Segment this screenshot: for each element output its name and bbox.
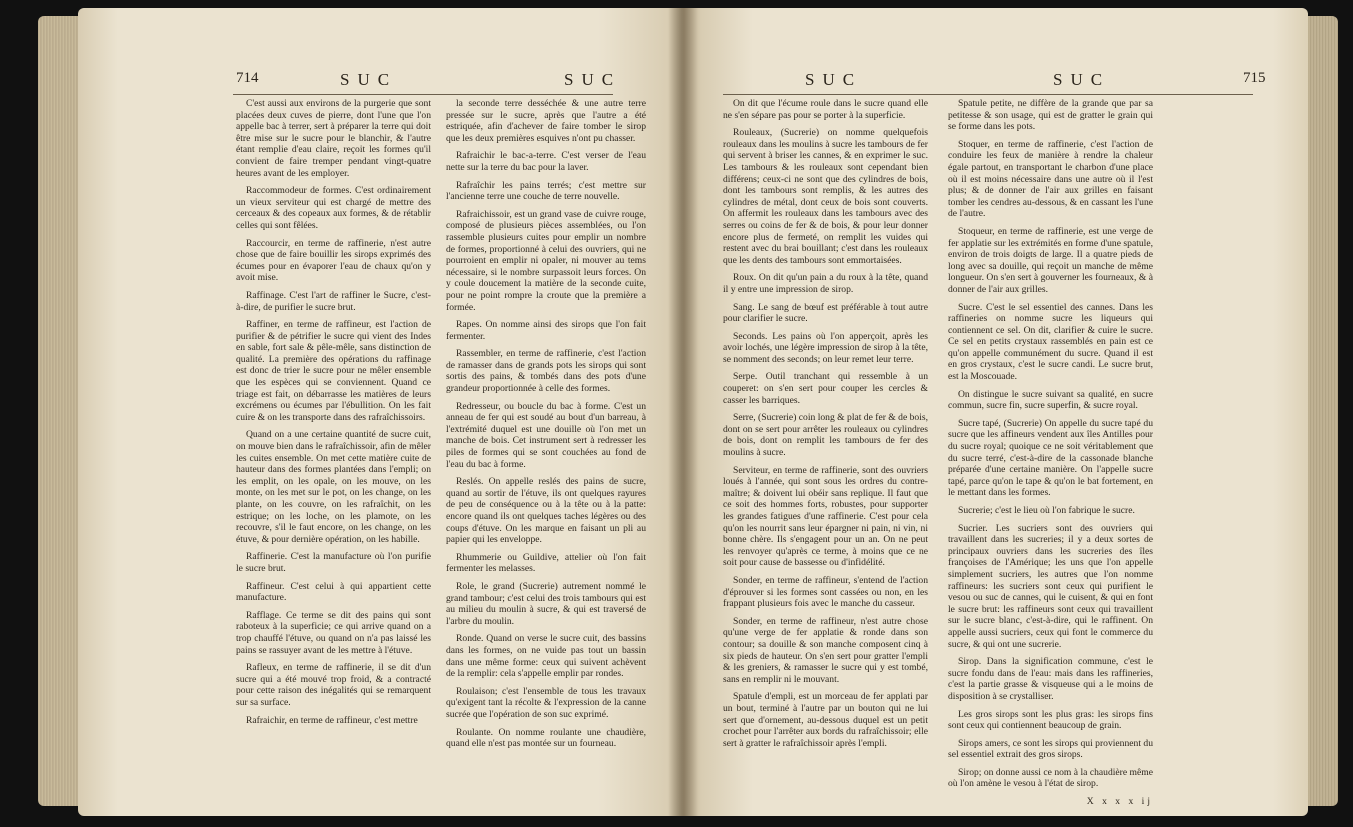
page-edges-right	[1306, 16, 1338, 806]
signature-mark: X x x x ij	[1086, 796, 1153, 808]
dictionary-entry: Sirops amers, ce sont les sirops qui proviennent du sel essentiel extrait des gros sirops.	[948, 737, 1153, 761]
dictionary-entry: Ronde. Quand on verse le sucre cuit, des bassins dans les formes, on ne vuide pas tout un bassin dans une même forme: ceux qui suivent achèvent de la remplir: cela s'appelle emplir par rondes.	[446, 633, 646, 680]
running-head-left	[78, 70, 683, 92]
dictionary-entry: Sang. Le sang de bœuf est préférable à tout autre pour clarifier le sucre.	[723, 301, 928, 325]
dictionary-entry: Seconds. Les pains où l'on apperçoit, après les avoir lochés, une légère impression de sirop à la tête, se nomment des seconds; on leur remet leur terre.	[723, 330, 928, 365]
page-number: 714	[236, 70, 259, 86]
dictionary-entry: Stoqueur, en terme de raffinerie, est une verge de fer applatie sur les extrémités en forme d'une spatule, environ de trois doigts de large. Il a quatre pieds de long avec sa douille, qui reçoit un manche de même longueur. On s'en sert à gouverner les fourneaux, & à donner de l'air aux grilles.	[948, 225, 1153, 295]
left-column-2	[446, 98, 646, 756]
dictionary-entry: la seconde terre desséchée & une autre terre pressée sur le sucre, après que l'autre a été estriquée, afin d'achever de faire tomber le sirop que les deux premières esquives n'ont pu chasser.	[446, 98, 646, 144]
dictionary-entry: Sirop; on donne aussi ce nom à la chaudière même où l'on amène le vesou à l'état de sirop.	[948, 766, 1153, 790]
dictionary-entry: Stoquer, en terme de raffinerie, c'est l'action de conduire les feux de manière à rendre la chaleur égale partout, en transportant le charbon d'une place où il est moins nécessaire dans une autre où il l'est plus; & de donner de l'air aux grilles en faisant tomber les cendres au-dessous, & en cassant les l'une de l'autre.	[948, 138, 1153, 220]
dictionary-entry: Raffiner, en terme de raffineur, est l'action de purifier & de pétrifier le sucre qui vient des Indes en sable, fort sale & pêle-mêle, sans distinction de qualité. La première des opérations du raffinage est donc de trier le sucre pour ne mêler ensemble que les espèces qui se conviennent. Quand ce triage est fait, on débarrasse les matières de leurs excrémens ou écumes par l'ébullition. On les fait cuire & on les transporte dans des rafraîchissoirs.	[236, 319, 431, 423]
dictionary-entry: Sucrier. Les sucriers sont des ouvriers qui travaillent dans les sucreries; il y a deux sortes de principaux ouvriers dans les sucreries des îles françoises de l'Amérique; les uns que l'on appelle simplement sucriers, les autres que l'on nomme raffineurs: les sucriers sont ceux qui purifient le vesou ou suc de cannes, qui le cuisent, & qui en font le sucre brut: les raffineurs sont ceux qui travaillent sur le sucre blanc, c'est-à-dire, qui le raffinent. On appelle aussi sucriers, ceux qui font le commerce du sucre, & qui ont une sucrerie.	[948, 522, 1153, 650]
dictionary-entry: Sonder, en terme de raffineur, n'est autre chose qu'une verge de fer applatie & ronde dans son contour; sa douille & son manche composent cinq à six pieds de hauteur. On s'en sert pour gratter l'empli & les greniers, & ramasser le sucre qui y est tombé, sans en remplir ni le mouvant.	[723, 615, 928, 685]
dictionary-entry: Roulaison; c'est l'ensemble de tous les travaux qu'exigent tant la récolte & l'expression de la canne sucrée que l'opération de son suc exprimé.	[446, 685, 646, 720]
running-head-word: SUC	[805, 70, 863, 89]
dictionary-entry: Spatule d'empli, est un morceau de fer applati par un bout, terminé à l'autre par un bouton qui ne lui sert que d'ornement, au-dessous duquel est un petit crochet pour l'arrêter aux bords du rafraîchissoir; elle sert à gratter le rafraîchissoir après l'empli.	[723, 691, 928, 749]
dictionary-entry: Rassembler, en terme de raffinerie, c'est l'action de ramasser dans de grands pots les sirops qui sont sortis des pains, & tombés dans des pots d'une grandeur proportionnée à celle des formes.	[446, 348, 646, 395]
page-edges-left	[38, 16, 80, 806]
left-page	[78, 8, 683, 816]
dictionary-entry: Sirop. Dans la signification commune, c'est le sucre fondu dans de l'eau: mais dans les raffineries, c'est la partie grasse & visqueuse qui a le moins de disposition à se crystalliser.	[948, 656, 1153, 702]
right-column-2	[948, 98, 1153, 808]
dictionary-entry: Serviteur, en terme de raffinerie, sont des ouvriers loués à l'année, qui sont sous les ordres du contre-maître; & doivent lui obéir sans replique. Il faut que ce soit des hommes forts, robustes, pour supporter les grandes fatigues d'une raffinerie. C'est pour cela qu'on les nourrit sans leur épargner ni pain, ni vin, ni bonne chère. Ils s'engagent pour un an. On ne peut les renvoyer qu'après ce terme, à moins que ce ne soit pour cause de bassesse ou d'infidélité.	[723, 464, 928, 569]
dictionary-entry: Spatule petite, ne diffère de la grande que par sa petitesse & son usage, qui est de gratter le grain qui se forme dans les pots.	[948, 98, 1153, 133]
dictionary-entry: Serpe. Outil tranchant qui ressemble à un couperet: on s'en sert pour couper les cercles & casser les barriques.	[723, 371, 928, 406]
right-column-1	[723, 98, 928, 755]
dictionary-entry: Rhummerie ou Guildive, attelier où l'on fait fermenter les melasses.	[446, 551, 646, 575]
dictionary-entry: Raffinage. C'est l'art de raffiner le Sucre, c'est-à-dire, de purifier le sucre brut.	[236, 289, 431, 313]
dictionary-entry: Serre, (Sucrerie) coin long & plat de fer & de bois, dont on se sert pour arrêter les rouleaux ou cylindres de bois, dont on remplit les tambours de fer des moulins à sucre.	[723, 412, 929, 459]
dictionary-entry: Rafraichir, en terme de raffineur, c'est mettre	[246, 714, 418, 726]
dictionary-entry: Sucre tapé, (Sucrerie) On appelle du sucre tapé du sucre que les affineurs vendent aux îles Antilles pour du sucre royal; quoique ce ne soit véritablement que du sucre terré, c'est-à-dire de la cassonade blanche préparée d'une certaine manière. On l'appelle sucre tapé, parce qu'on le tape & qu'on le bat fortement, en le mettant dans les formes.	[948, 417, 1153, 499]
dictionary-entry: On distingue le sucre suivant sa qualité, en sucre commun, sucre fin, sucre superfin, & sucre royal.	[948, 388, 1153, 412]
dictionary-entry: Role, le grand (Sucrerie) autrement nommé le grand tambour; c'est celui des trois tambours qui est au milieu du moulin à sucre, & qui est traversé de l'arbre du moulin.	[446, 580, 646, 627]
dictionary-entry: Roux. On dit qu'un pain a du roux à la tête, quand il y entre une impression de sirop.	[723, 272, 928, 295]
dictionary-entry: Quand on a une certaine quantité de sucre cuit, on mouve bien dans le rafraîchissoir, afin de mêler les cuites ensemble. On met cette matière cuite de hauteur dans des formes plantées dans l'empli; on les emplit, on les opale, on les mouve, on les monte, on les met sur le pot, on les change, on les plante, on les couvre, on les rafraîchit, on les estrique; on les loche, on les plamote, on les recouvre, s'il le faut encore, on les change, on les étuve, & pour dernière opération, on les habille.	[236, 429, 431, 545]
dictionary-entry: Sucre. C'est le sel essentiel des cannes. Dans les raffineries on nomme sucre les liqueurs qui contiennent ce sel. On dit, clarifier & cuire le sucre. Ce sel en petits crystaux rassemblés en pain est ce qu'on appelle communément du sucre. Quand il est en gros crystaux, c'est le sucre candi. Le sucre brut, est la Moscouade.	[948, 301, 1153, 383]
dictionary-entry: C'est aussi aux environs de la purgerie que sont placées deux cuves de pierre, dont l'une que l'on appelle bac à terrer, sert à préparer la terre qui doit être mise sur le sucre pour le blanchir, & l'autre étant remplie d'eau claire, reçoit les formes qu'il convient de faire tremper pendant vingt-quatre heures avant de les employer.	[236, 98, 431, 179]
dictionary-entry: Raffineur. C'est celui à qui appartient cette manufacture.	[236, 580, 431, 604]
dictionary-entry: Sonder, en terme de raffineur, s'entend de l'action d'éprouver si les formes sont cassées ou non, en les frappant plusieurs fois avec le manche du casseur.	[723, 574, 928, 610]
dictionary-entry: Rouleaux, (Sucrerie) on nomme quelquefois rouleaux dans les moulins à sucre les tambours de fer qui servent à briser les cannes, & en exprimer le suc. Les tambours & les rouleaux sont cependant bien différens; ceux-ci ne sont que des cylindres de bois, dont les tambours sont remplis, & les autres des cylindres de métal, dont ceux de bois sont couverts. On affermit les rouleaux dans les tambours avec des serres ou coins de fer & de bois, & pour leur donner encore plus de fermeté, on remplit les vuides qui restent avec du brai bouillant; c'est dans les rouleaux que les dents des tambours sont emmortaisées.	[723, 127, 928, 266]
dictionary-entry: Rapes. On nomme ainsi des sirops que l'on fait fermenter.	[446, 319, 646, 342]
dictionary-entry: Rafraîchir les pains terrés; c'est mettre sur l'ancienne terre une couche de terre nouvelle.	[446, 179, 646, 203]
right-page	[683, 8, 1308, 816]
header-rule	[723, 94, 1253, 95]
open-book	[78, 8, 1308, 816]
left-column-1	[236, 98, 431, 732]
dictionary-entry: Sucrerie; c'est le lieu où l'on fabrique le sucre.	[958, 505, 1135, 516]
dictionary-entry: Raffinerie. C'est la manufacture où l'on purifie le sucre brut.	[236, 551, 431, 574]
dictionary-entry: Reslés. On appelle reslés des pains de sucre, quand au sortir de l'étuve, ils ont quelques rayures de peu de conséquence ou à la tête ou à la patte: encore quand ils ont quelques taches légères ou des coups d'étuve. On les marque en faisant un pli au papier qui les enveloppe.	[446, 476, 646, 546]
dictionary-entry: Rafraichir le bac-a-terre. C'est verser de l'eau nette sur la terre du bac pour la laver.	[446, 150, 646, 173]
dictionary-entry: On dit que l'écume roule dans le sucre quand elle ne s'en sépare pas pour se porter à la superficie.	[723, 98, 928, 121]
dictionary-entry: Rafraichissoir, est un grand vase de cuivre rouge, composé de plusieurs pièces assemblées, ou l'on rassemble plusieurs cuites pour emplir un nombre de formes, proportionné à celui des ouvriers, qui ne pourroient en emplir ni opaler, ni mouver au tems nécessaire, si le nombre surpassoit leurs forces. On y coule doucement la matière de la seconde cuite, pour ne point rompre la croute que la première a formée.	[446, 208, 646, 313]
running-head-word: SUC	[340, 70, 398, 89]
dictionary-entry: Roulante. On nomme roulante une chaudière, quand elle n'est pas montée sur un fourneau.	[446, 726, 646, 750]
page-number: 715	[1243, 70, 1266, 86]
dictionary-entry: Les gros sirops sont les plus gras: les sirops fins sont ceux qui contiennent beaucoup de grain.	[948, 708, 1153, 732]
dictionary-entry: Rafleux, en terme de raffinerie, il se dit d'un sucre qui a été mouvé trop froid, & a contracté pour cette raison des inégalités qui se remarquent sur sa surface.	[236, 662, 431, 708]
dictionary-entry: Rafflage. Ce terme se dit des pains qui sont raboteux à la superficie; ce qui arrive quand on a trop chauffé l'étuve, ou quand on n'a pas laissé les pains se rassuyer avant de les mettre à l'étuve.	[236, 609, 431, 656]
dictionary-entry: Raccommodeur de formes. C'est ordinairement un vieux serviteur qui est chargé de mettre des cerceaux & des copeaux aux formes, & de rétablir celles qui sont fêlées.	[236, 185, 431, 231]
running-head-word: SUC	[564, 70, 622, 89]
dictionary-entry: Raccourcir, en terme de raffinerie, n'est autre chose que de faire bouillir les sirops exprimés des écumes pour en évaporer l'eau de chaux qu'on y avoit mise.	[236, 237, 431, 284]
running-head-word: SUC	[1053, 70, 1111, 89]
header-rule	[233, 94, 613, 95]
book-gutter	[668, 8, 698, 816]
running-head-right	[683, 70, 1308, 92]
dictionary-entry: Redresseur, ou boucle du bac à forme. C'est un anneau de fer qui est soudé au bout d'un barreau, à l'extrémité duquel est une douille où l'on met un manche de bois. Cet instrument sert à redresser les piles de formes qui se sont couchées au fond de l'eau du bac à forme.	[446, 400, 646, 470]
